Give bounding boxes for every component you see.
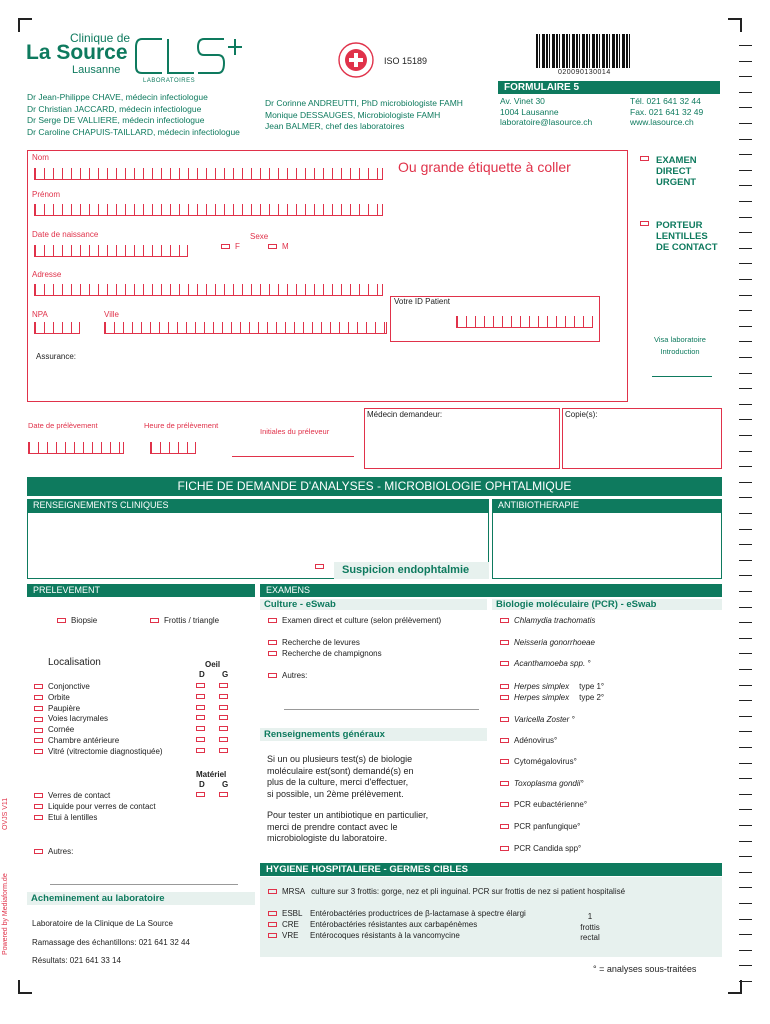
site-g-checkbox[interactable] xyxy=(219,737,228,742)
side-tick xyxy=(739,841,752,842)
hygiene-note-3: rectal xyxy=(580,933,600,942)
site-label: Cornée xyxy=(48,725,75,735)
pcr-item[interactable] xyxy=(500,659,591,668)
side-tick xyxy=(739,950,752,951)
pcr-item[interactable] xyxy=(500,616,595,625)
fiche-title: FICHE DE DEMANDE D'ANALYSES - MICROBIOLOGIE OPHTALMIQUE xyxy=(27,477,722,496)
materiel-g-checkbox[interactable] xyxy=(219,792,228,797)
pcr-label: Acanthamoeba spp. ° xyxy=(514,659,591,668)
side-tick xyxy=(739,965,752,966)
side-tick xyxy=(739,763,752,764)
vre-code: VRE xyxy=(282,931,299,940)
site-d-checkbox[interactable] xyxy=(196,748,205,753)
corner-mark-tr xyxy=(728,18,742,32)
sex-m-option[interactable] xyxy=(268,242,289,251)
initiales-line xyxy=(232,456,354,457)
culture-label-2: Recherche de levures xyxy=(282,638,360,647)
doctor-left-1: Dr Jean-Philippe CHAVE, médecin infectiologue xyxy=(27,92,208,102)
site-item[interactable] xyxy=(34,725,74,734)
side-tick xyxy=(739,560,752,561)
rens-p1-line2: moléculaire est(sont) demandé(s) en xyxy=(267,765,414,776)
visa-line2: Introduction xyxy=(660,347,700,356)
pcr-type2-label: type 2° xyxy=(579,693,605,702)
pcr-checkbox[interactable] xyxy=(500,824,509,829)
examen-urgent-checkbox[interactable] xyxy=(640,156,649,161)
acheminement-line2: Ramassage des échantillons: 021 641 32 44 xyxy=(32,938,190,947)
biopsie-option[interactable] xyxy=(57,616,97,625)
site-g-checkbox[interactable] xyxy=(219,683,228,688)
materiel-label: Verres de contact xyxy=(48,791,111,800)
porteur-label-3: DE CONTACT xyxy=(656,242,718,253)
hygiene-note-1: 1 xyxy=(587,912,593,921)
site-g-checkbox[interactable] xyxy=(219,705,228,710)
pcr-item[interactable] xyxy=(500,693,604,702)
prel-autres-option[interactable] xyxy=(34,847,73,856)
side-tick xyxy=(739,76,752,77)
pcr-label: PCR eubactérienne° xyxy=(514,800,588,809)
assurance-label: Assurance: xyxy=(36,352,77,361)
acheminement-header: Acheminement au laboratoire xyxy=(27,892,255,905)
side-tick xyxy=(739,700,752,701)
side-tick xyxy=(739,263,752,264)
logo-line3: Lausanne xyxy=(72,64,121,76)
footnote: ° = analyses sous-traitées xyxy=(593,964,697,974)
pcr-item[interactable] xyxy=(500,844,581,853)
hygiene-note-2: frottis xyxy=(580,922,600,932)
examen-label-2: DIRECT xyxy=(656,166,692,177)
side-tick xyxy=(739,716,752,717)
side-tick xyxy=(739,778,752,779)
materiel-label: Etui à lentilles xyxy=(48,812,98,822)
pcr-label: Chlamydia trachomatis xyxy=(514,616,596,625)
culture-item-2[interactable] xyxy=(268,638,360,647)
side-tick xyxy=(739,45,752,46)
vre-checkbox[interactable] xyxy=(268,933,277,938)
pcr-label: PCR panfungique° xyxy=(514,822,581,831)
mrsa-code: MRSA xyxy=(282,887,306,896)
pcr-item[interactable] xyxy=(500,736,557,745)
doctor-mid-2: Monique DESSAUGES, Microbiologiste FAMH xyxy=(265,109,441,120)
materiel-d-label: D xyxy=(199,780,205,789)
site-checkbox[interactable] xyxy=(34,728,43,733)
materiel-g-label: G xyxy=(222,780,229,789)
side-tick xyxy=(739,497,752,498)
patient-id-label: Votre ID Patient xyxy=(394,297,451,306)
swiss-accreditation-seal-icon xyxy=(338,42,374,78)
culture-checkbox-3[interactable] xyxy=(268,651,277,656)
mrsa-item[interactable] xyxy=(268,887,625,896)
pcr-label: Toxoplasma gondii° xyxy=(514,779,584,788)
powered-by-text: Powered by Mediaform.de xyxy=(2,873,9,955)
side-tick xyxy=(739,388,752,389)
site-label: Vitré (vitrectomie diagnostiquée) xyxy=(48,746,163,756)
porteur-label-2: LENTILLES xyxy=(656,231,708,242)
pcr-checkbox[interactable] xyxy=(500,717,509,722)
sex-f-option[interactable] xyxy=(221,242,240,251)
porteur-lentilles-checkbox[interactable] xyxy=(640,221,649,226)
cre-item[interactable] xyxy=(268,920,477,929)
side-tick xyxy=(739,404,752,405)
site-item[interactable] xyxy=(34,714,108,723)
contact-tel: Tél. 021 641 32 44 xyxy=(630,96,701,106)
side-tick xyxy=(739,887,752,888)
side-tick xyxy=(739,513,752,514)
visa-line1: Visa laboratoire xyxy=(654,335,706,344)
frottis-option[interactable] xyxy=(150,616,219,625)
form-number-header: FORMULAIRE 5 xyxy=(498,81,720,94)
prel-autres-label: Autres: xyxy=(48,847,74,856)
side-tick xyxy=(739,107,752,108)
suspicion-option[interactable] xyxy=(315,562,329,571)
side-tick xyxy=(739,872,752,873)
site-checkbox[interactable] xyxy=(34,749,43,754)
oeil-d-label: D xyxy=(199,670,205,679)
sex-f-checkbox[interactable] xyxy=(221,244,230,249)
vre-item[interactable] xyxy=(268,931,460,940)
site-checkbox[interactable] xyxy=(34,684,43,689)
label-sexe: Sexe xyxy=(250,232,269,241)
side-tick xyxy=(739,201,752,202)
frottis-checkbox[interactable] xyxy=(150,618,159,623)
barcode xyxy=(536,34,630,68)
site-d-checkbox[interactable] xyxy=(196,726,205,731)
site-d-checkbox[interactable] xyxy=(196,694,205,699)
pcr-label: Herpes simplex xyxy=(514,693,570,702)
mrsa-text: culture sur 3 frottis: gorge, nez et pli inguinal. PCR sur frottis de nez si patient hospitalisé xyxy=(311,887,626,896)
pcr-checkbox[interactable] xyxy=(500,661,509,666)
site-checkbox[interactable] xyxy=(34,738,43,743)
ddn-input[interactable] xyxy=(34,245,188,257)
frottis-label: Frottis / triangle xyxy=(164,616,220,625)
prel-autres-checkbox[interactable] xyxy=(34,849,43,854)
doctors-left-list xyxy=(27,92,240,138)
contact-left xyxy=(500,96,592,128)
site-label: Conjonctive xyxy=(48,682,90,691)
adresse-input[interactable] xyxy=(34,284,383,296)
side-tick xyxy=(739,731,752,732)
label-prenom: Prénom xyxy=(32,190,61,199)
side-tick xyxy=(739,466,752,467)
side-tick xyxy=(739,326,752,327)
side-tick xyxy=(739,123,752,124)
culture-label-4: Autres: xyxy=(282,671,308,680)
side-tick xyxy=(739,419,752,420)
side-tick xyxy=(739,232,752,233)
side-tick xyxy=(739,310,752,311)
pcr-checkbox[interactable] xyxy=(500,802,509,807)
pcr-label: Neisseria gonorrhoeae xyxy=(514,638,595,647)
side-tick xyxy=(739,794,752,795)
corner-mark-bl xyxy=(18,980,32,994)
rens-generaux-p2 xyxy=(267,810,428,845)
pcr-type1-label: type 1° xyxy=(579,682,605,691)
pcr-checkbox[interactable] xyxy=(500,640,509,645)
side-tick xyxy=(739,685,752,686)
side-tick xyxy=(739,217,752,218)
materiel-label: Matériel xyxy=(196,770,227,779)
heure-prelevement-input[interactable] xyxy=(150,442,196,454)
sex-f-label: F xyxy=(235,242,240,251)
side-tick xyxy=(739,919,752,920)
contact-web: www.lasource.ch xyxy=(630,117,694,127)
site-label: Chambre antérieure xyxy=(48,736,120,745)
esbl-checkbox[interactable] xyxy=(268,911,277,916)
culture-item-3[interactable] xyxy=(268,649,382,658)
vre-text: Entérocoques résistants à la vancomycine xyxy=(310,931,460,940)
rens-p1-line3: plus de la culture, merci d'effectuer, xyxy=(267,777,409,787)
esbl-item[interactable] xyxy=(268,909,526,918)
pcr-checkbox[interactable] xyxy=(500,759,509,764)
pcr-checkbox[interactable] xyxy=(500,618,509,623)
contact-fax: Fax. 021 641 32 49 xyxy=(630,106,704,117)
site-g-checkbox[interactable] xyxy=(219,726,228,731)
iso-label: ISO 15189 xyxy=(384,56,428,66)
rens-p1-line4: si possible, un 2ème prélèvement. xyxy=(267,788,404,799)
site-checkbox[interactable] xyxy=(34,695,43,700)
doctor-mid-1: Dr Corinne ANDREUTTI, PhD microbiologiste FAMH xyxy=(265,98,463,108)
side-tick xyxy=(739,747,752,748)
examens-header: EXAMENS xyxy=(260,584,722,597)
materiel-d-checkbox[interactable] xyxy=(196,792,205,797)
side-tick xyxy=(739,575,752,576)
side-tick xyxy=(739,809,752,810)
prel-autres-line xyxy=(50,884,238,885)
rens-p2-line1: Pour tester un antibiotique en particulier, xyxy=(267,810,429,820)
materiel-item[interactable] xyxy=(34,802,156,811)
site-d-checkbox[interactable] xyxy=(196,737,205,742)
side-tick xyxy=(739,934,752,935)
site-item[interactable] xyxy=(34,682,90,691)
site-checkbox[interactable] xyxy=(34,717,43,722)
culture-checkbox-4[interactable] xyxy=(268,673,277,678)
logo-sub: LABORATOIRES xyxy=(143,78,196,84)
rens-cliniques-header: RENSEIGNEMENTS CLINIQUES xyxy=(27,499,489,512)
doctor-left-3: Dr Serge DE VALLIERE, médecin infectiologue xyxy=(27,115,205,125)
culture-label-3: Recherche de champignons xyxy=(282,649,382,658)
copie-label: Copie(s): xyxy=(565,410,598,419)
logo-line1: Clinique de xyxy=(70,31,131,45)
site-item[interactable] xyxy=(34,736,119,745)
esbl-code: ESBL xyxy=(282,909,303,918)
pcr-item[interactable] xyxy=(500,638,595,647)
side-tick xyxy=(739,373,752,374)
label-adresse: Adresse xyxy=(32,270,62,279)
examen-label-1: EXAMEN xyxy=(656,155,697,166)
materiel-item[interactable] xyxy=(34,791,110,800)
biopsie-label: Biopsie xyxy=(71,616,98,625)
label-ddn: Date de naissance xyxy=(32,230,99,239)
side-tick xyxy=(739,279,752,280)
contact-address-1: Av. Vinet 30 xyxy=(500,96,545,106)
rens-p2-line3: microbiologiste du laboratoire. xyxy=(267,833,388,843)
pcr-label: Varicella Zoster ° xyxy=(514,715,575,724)
doctors-mid-list xyxy=(265,98,463,133)
sex-m-label: M xyxy=(282,242,289,251)
label-heure-prelevement: Heure de prélèvement xyxy=(144,421,219,430)
label-nom: Nom xyxy=(32,153,49,162)
side-tick xyxy=(739,92,752,93)
contact-address-2: 1004 Lausanne xyxy=(500,106,559,117)
side-tick xyxy=(739,669,752,670)
cre-checkbox[interactable] xyxy=(268,922,277,927)
biopsie-checkbox[interactable] xyxy=(57,618,66,623)
label-date-prelevement: Date de prélèvement xyxy=(28,421,98,430)
site-item[interactable] xyxy=(34,704,80,713)
sticker-hint: Ou grande étiquette à coller xyxy=(398,159,571,175)
culture-item-4[interactable] xyxy=(268,671,307,680)
side-tick xyxy=(739,435,752,436)
site-g-checkbox[interactable] xyxy=(219,715,228,720)
pcr-checkbox[interactable] xyxy=(500,846,509,851)
pcr-checkbox[interactable] xyxy=(500,781,509,786)
site-g-checkbox[interactable] xyxy=(219,748,228,753)
doctor-mid-3: Jean BALMER, chef des laboratoires xyxy=(265,121,405,131)
label-ville: Ville xyxy=(104,310,119,319)
site-label: Voies lacrymales xyxy=(48,714,109,724)
culture-checkbox-2[interactable] xyxy=(268,640,277,645)
side-tick xyxy=(739,544,752,545)
materiel-checkbox[interactable] xyxy=(34,815,43,820)
logo-line2: La Source xyxy=(26,41,128,64)
side-tick xyxy=(739,154,752,155)
pcr-item[interactable] xyxy=(500,757,577,766)
side-tick xyxy=(739,903,752,904)
pcr-label: PCR Candida spp° xyxy=(514,844,582,853)
side-tick xyxy=(739,482,752,483)
prenom-input[interactable] xyxy=(34,204,383,216)
clinic-logo xyxy=(26,30,256,85)
antibio-box[interactable] xyxy=(492,512,722,579)
side-tick xyxy=(739,357,752,358)
pcr-item[interactable] xyxy=(500,800,587,809)
side-tick xyxy=(739,139,752,140)
barcode-number: 020090130014 xyxy=(558,69,611,76)
suspicion-checkbox[interactable] xyxy=(315,564,324,569)
localisation-label: Localisation xyxy=(48,657,101,668)
site-item[interactable] xyxy=(34,747,163,756)
side-tick xyxy=(739,185,752,186)
pcr-item[interactable] xyxy=(500,822,580,831)
pcr-header: Biologie moléculaire (PCR) - eSwab xyxy=(492,599,722,610)
contact-right xyxy=(630,96,703,128)
prelevement-header: PRELEVEMENT xyxy=(27,584,255,597)
label-npa: NPA xyxy=(32,310,48,319)
site-d-checkbox[interactable] xyxy=(196,715,205,720)
hygiene-header: HYGIENE HOSPITALIERE - GERMES CIBLES xyxy=(260,863,722,876)
npa-input[interactable] xyxy=(34,322,80,334)
site-g-checkbox[interactable] xyxy=(219,694,228,699)
side-tick xyxy=(739,607,752,608)
porteur-label-1: PORTEUR xyxy=(656,220,703,231)
patient-box xyxy=(27,150,628,402)
side-tick xyxy=(739,825,752,826)
rens-generaux-p1 xyxy=(267,754,414,800)
pcr-label: Herpes simplex xyxy=(514,682,570,691)
side-tick xyxy=(739,638,752,639)
pcr-label: Cytomégalovirus° xyxy=(514,757,577,766)
antibio-header: ANTIBIOTHERAPIE xyxy=(492,499,722,512)
acheminement-line1: Laboratoire de la Clinique de La Source xyxy=(32,919,173,928)
hygiene-right-note xyxy=(570,912,610,944)
side-tick xyxy=(739,248,752,249)
rens-p2-line2: merci de prendre contact avec le xyxy=(267,821,398,832)
side-tick xyxy=(739,591,752,592)
rens-generaux-header: Renseignements généraux xyxy=(260,728,487,741)
site-label: Orbite xyxy=(48,692,70,702)
esbl-text: Entérobactéries productrices de β-lactamase à spectre élargi xyxy=(310,909,526,918)
ville-input[interactable] xyxy=(104,322,387,334)
patient-id-input[interactable] xyxy=(456,316,593,328)
culture-checkbox-1[interactable] xyxy=(268,618,277,623)
visa-label xyxy=(640,334,720,358)
pcr-checkbox[interactable] xyxy=(500,684,509,689)
sex-m-checkbox[interactable] xyxy=(268,244,277,249)
pcr-checkbox[interactable] xyxy=(500,695,509,700)
site-item[interactable] xyxy=(34,693,70,702)
visa-line xyxy=(652,376,712,377)
pcr-label: Adénovirus° xyxy=(514,736,558,745)
site-d-checkbox[interactable] xyxy=(196,683,205,688)
cre-code: CRE xyxy=(282,920,299,929)
medecin-label: Médecin demandeur: xyxy=(367,410,443,419)
contact-email: laboratoire@lasource.ch xyxy=(500,117,593,127)
materiel-checkbox[interactable] xyxy=(34,793,43,798)
materiel-item[interactable] xyxy=(34,813,97,822)
mrsa-checkbox[interactable] xyxy=(268,889,277,894)
cls-mark-icon xyxy=(132,33,256,77)
culture-autres-line xyxy=(284,709,479,710)
side-tick xyxy=(739,653,752,654)
cre-text: Entérobactéries résistantes aux carbapénèmes xyxy=(310,920,478,929)
pcr-checkbox[interactable] xyxy=(500,738,509,743)
pcr-item[interactable] xyxy=(500,682,604,691)
doctor-left-4: Dr Caroline CHAPUIS-TAILLARD, médecin infectiologue xyxy=(27,126,240,137)
site-checkbox[interactable] xyxy=(34,706,43,711)
label-initiales: Initiales du préleveur xyxy=(260,427,330,436)
rens-p1-line1: Si un ou plusieurs test(s) de biologie xyxy=(267,754,413,764)
date-prelevement-input[interactable] xyxy=(28,442,124,454)
suspicion-label: Suspicion endophtalmie xyxy=(342,564,470,576)
side-tick xyxy=(739,622,752,623)
side-tick xyxy=(739,451,752,452)
side-tick xyxy=(739,341,752,342)
doctor-left-2: Dr Christian JACCARD, médecin infectiologue xyxy=(27,103,202,114)
examen-label-3: URGENT xyxy=(656,177,697,188)
culture-header: Culture - eSwab xyxy=(260,599,487,610)
nom-input[interactable] xyxy=(34,168,383,180)
oeil-label: Oeil xyxy=(205,660,221,669)
oeil-g-label: G xyxy=(222,670,229,679)
culture-item-1[interactable] xyxy=(268,616,441,625)
culture-label-1: Examen direct et culture (selon prélèvement) xyxy=(282,616,442,625)
pcr-item[interactable] xyxy=(500,779,584,788)
side-tick xyxy=(739,170,752,171)
site-label: Paupière xyxy=(48,703,81,713)
side-tick xyxy=(739,295,752,296)
side-tick xyxy=(739,981,752,982)
acheminement-line3: Résultats: 021 641 33 14 xyxy=(32,956,121,965)
side-tick xyxy=(739,61,752,62)
pcr-item[interactable] xyxy=(500,715,575,724)
materiel-label: Liquide pour verres de contact xyxy=(48,801,156,811)
side-tick xyxy=(739,529,752,530)
form-version-code: OVJS V11 xyxy=(2,797,9,830)
side-tick xyxy=(739,856,752,857)
materiel-checkbox[interactable] xyxy=(34,804,43,809)
site-d-checkbox[interactable] xyxy=(196,705,205,710)
